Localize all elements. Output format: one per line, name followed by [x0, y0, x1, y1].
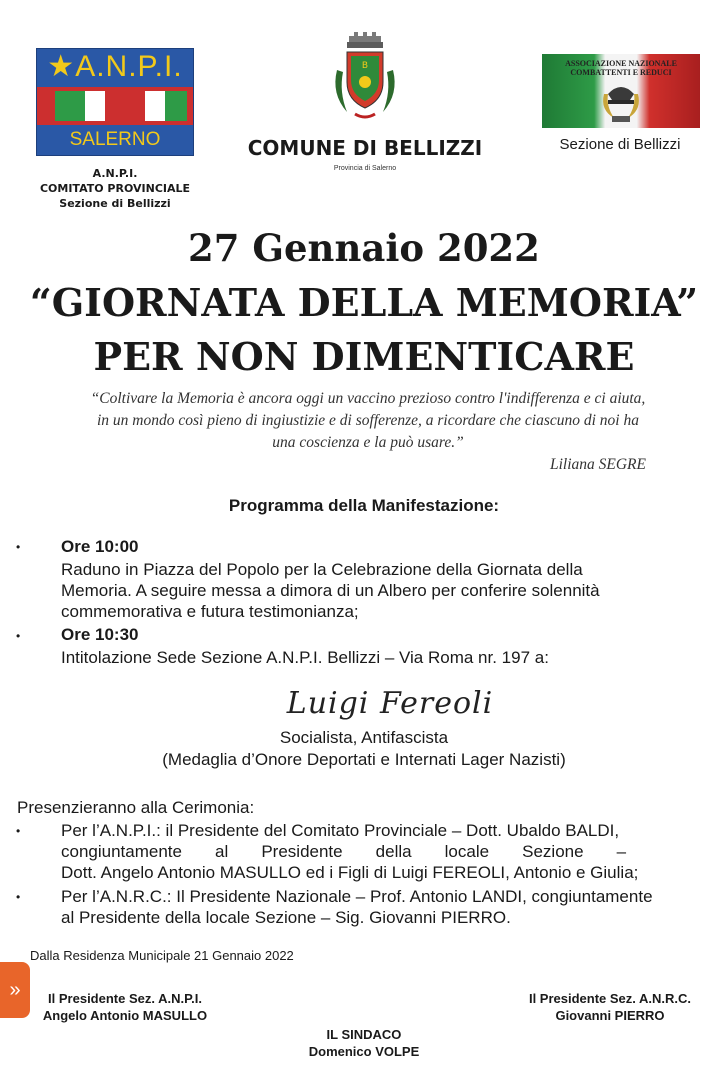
comune-title: COMUNE DI BELLIZZI — [247, 136, 483, 160]
place-date: Dalla Residenza Municipale 21 Gennaio 2022 — [30, 948, 294, 963]
mayor-title: IL SINDACO — [326, 1027, 402, 1042]
comune-subtitle: Provincia di Salerno — [333, 165, 397, 172]
bellizzi-coat-of-arms-icon — [325, 30, 405, 126]
anpi-caption-line1: A.N.P.I. — [92, 167, 138, 180]
anrc-president-name: Giovanni PIERRO — [555, 1008, 665, 1023]
anpi-president-sign — [30, 990, 220, 1024]
anpi-salerno-logo — [36, 48, 194, 156]
bullet-icon: • — [16, 824, 21, 838]
mayor-name: Domenico VOLPE — [308, 1044, 420, 1059]
program-item-1-text — [61, 559, 713, 622]
double-chevron-right-icon: » — [9, 979, 21, 1001]
anpi-logo-bottom-text: SALERNO — [69, 129, 161, 150]
program-item-1-line2: Memoria. A seguire messa a dimora di un Albero per conferire solennità — [61, 581, 600, 600]
anpi-president-name: Angelo Antonio MASULLO — [42, 1008, 208, 1023]
event-date: 27 Gennaio 2022 — [188, 226, 540, 270]
honoree-role: Socialista, Antifascista — [279, 728, 449, 747]
program-heading: Programma della Manifestazione: — [228, 496, 500, 515]
honoree-medal: (Medaglia d’Onore Deportati e Internati Lager Nazisti) — [162, 750, 566, 769]
program-item-1-line1: Raduno in Piazza del Popolo per la Celebrazione della Giornata della — [61, 560, 583, 579]
anpi-caption-line3: Sezione di Bellizzi — [59, 197, 171, 210]
luigi-fereoli-signature: Luigi Fereoli — [286, 686, 494, 721]
presence-item-2-line1: Per l’A.N.R.C.: Il Presidente Nazionale – Prof. Antonio LANDI, congiuntamente — [61, 887, 653, 906]
quote-line3: una coscienza e la può usare.” — [272, 434, 464, 451]
presence-item-1-line3: Dott. Angelo Antonio MASULLO ed i Figli di Luigi FEREOLI, Antonio e Giulia; — [61, 863, 639, 882]
anrc-president-title: Il Presidente Sez. A.N.R.C. — [528, 991, 692, 1006]
ancr-logo — [542, 54, 700, 128]
quote-line1: “Coltivare la Memoria è ancora oggi un vaccino prezioso contro l'indifferenza e ci aiuta, — [90, 390, 646, 407]
quote-line2: in un mondo così pieno di ingiustizie e di sofferenze, a ricordare che ciascuno di noi ha — [96, 412, 639, 429]
bullet-icon: • — [16, 890, 21, 904]
presence-item-1-line2: congiuntamente al Presidente della locale Sezione – — [61, 842, 627, 861]
event-title: “GIORNATA DELLA MEMORIA” — [29, 280, 699, 325]
anpi-president-title: Il Presidente Sez. A.N.P.I. — [48, 991, 202, 1006]
anpi-logo-top-text: ★A.N.P.I. — [47, 50, 183, 83]
program-item-2-line1: Intitolazione Sede Sezione A.N.P.I. Bellizzi – Via Roma nr. 197 a: — [61, 648, 549, 667]
presence-item-2-line2: al Presidente della locale Sezione – Sig. Giovanni PIERRO. — [61, 908, 511, 927]
side-panel-toggle-button[interactable] — [0, 962, 30, 1018]
presence-item-1-line1: Per l’A.N.P.I.: il Presidente del Comitato Provinciale – Dott. Ubaldo BALDI, — [61, 821, 620, 840]
presence-item-2 — [61, 886, 713, 928]
svg-text:B: B — [361, 61, 369, 71]
presence-heading: Presenzieranno alla Cerimonia: — [17, 798, 255, 817]
segre-quote — [80, 388, 656, 454]
quote-author: Liliana SEGRE — [549, 456, 646, 473]
mayor-sign — [264, 1026, 464, 1060]
ancr-section-label: Sezione di Bellizzi — [559, 136, 681, 153]
bullet-icon: • — [16, 629, 21, 643]
event-subtitle: PER NON DIMENTICARE — [93, 334, 635, 379]
program-item-2-time: Ore 10:30 — [61, 625, 139, 644]
anpi-caption-line2: COMITATO PROVINCIALE — [39, 182, 191, 195]
italian-flag-band — [37, 87, 193, 125]
bullet-icon: • — [16, 540, 21, 554]
ancr-logo-text-line1: ASSOCIAZIONE NAZIONALE — [565, 59, 677, 68]
anrc-president-sign — [515, 990, 705, 1024]
ancr-logo-text-line2: COMBATTENTI E REDUCI — [570, 68, 672, 77]
program-item-1-line3: commemorativa e futura testimonianza; — [61, 602, 359, 621]
anpi-caption — [30, 166, 200, 211]
program-item-1-time: Ore 10:00 — [61, 537, 139, 556]
presence-item-1 — [61, 820, 713, 883]
